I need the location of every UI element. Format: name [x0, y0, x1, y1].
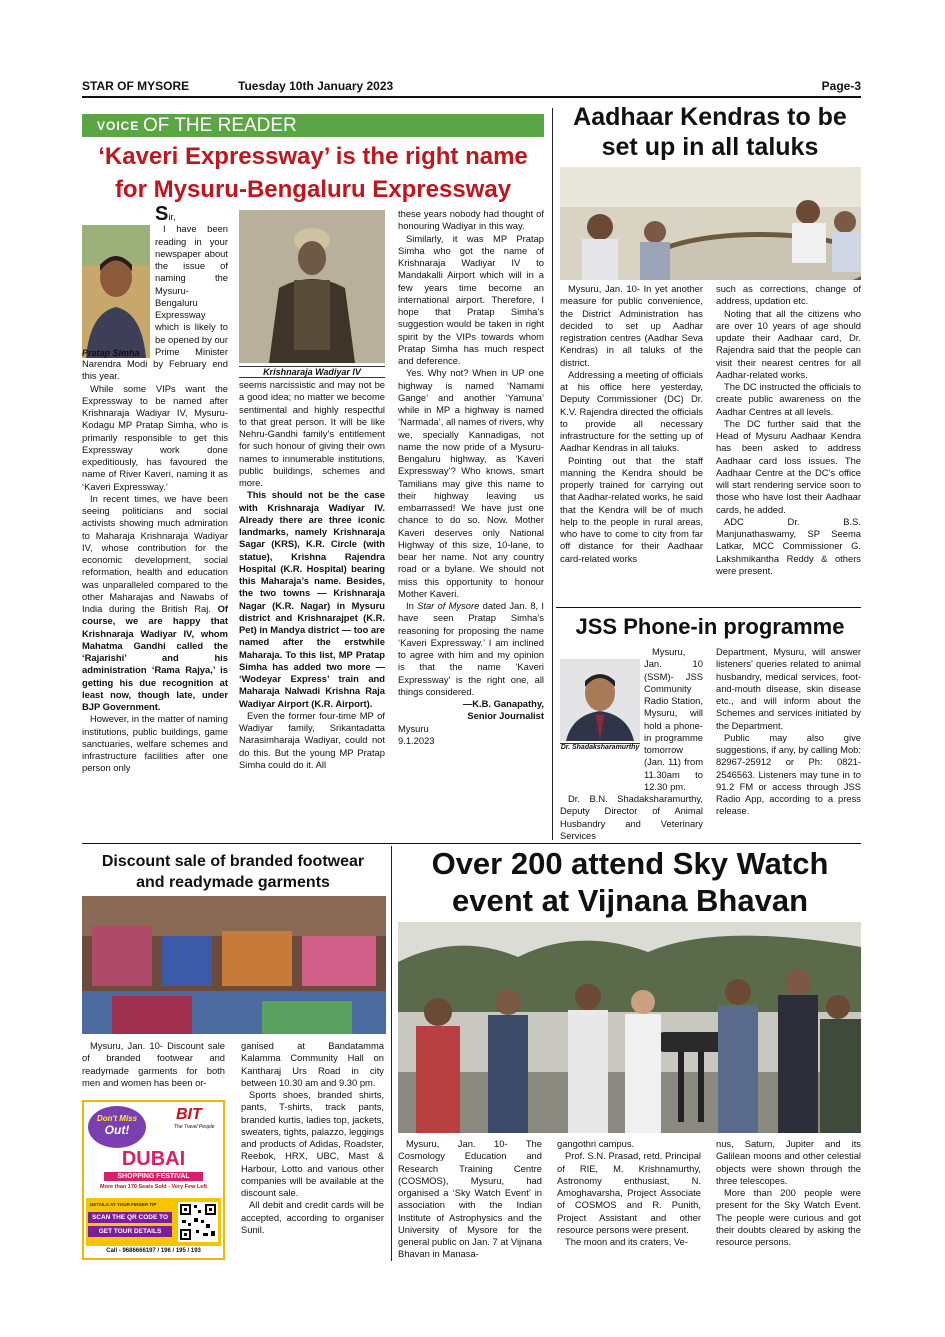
- voice-salutation: ir,: [168, 211, 176, 222]
- skywatch-col2-para-2: Prof. S.N. Prasad, retd. Principal of RIE, M. Krishnamurthy, Astronomy enthusiast, N. Amoghavarsha, Project Associate of COSMOS and R. Punith, Project Assistant and other resource persons were present.: [557, 1150, 701, 1235]
- wadiyar-photo-block: [239, 210, 385, 378]
- aadhaar-col2-para-2: Noting that all the citizens who are over 10 years of age should update their Aadhaar card, Dr. Rajendra said that the people can visit their nearest centres for all Aadhar-related works.: [716, 307, 861, 380]
- voice-headline-line-1: ‘Kaveri Expressway’ is the right name: [98, 143, 528, 170]
- jss-col2-para-1: Department, Mysuru, will answer listeners’ queries related to animal husbandry, medical services, foot-and-mouth disease, skin disease etc., and will inform about the Schemes and services initiated by the Department.: [716, 646, 861, 731]
- ad-festival: SHOPPING FESTIVAL: [104, 1172, 203, 1181]
- voice-col3-para-2: Similarly, it was MP Pratap Simha who got the name of Krishnaraja Wadiyar IV to Mandakalli Airport which will in a few years time become an international airport. Therefore, I hope that Pratap Simha’s suggestion would be taken in right spirit by the VIPs towards whom Pratap Simha has much respect and deference.: [398, 232, 544, 366]
- aadhaar-col1-para-2: Addressing a meeting of officials at his office here yesterday, Deputy Commissioner (DC) Dr. K.V. Rajendra directed the officials to provide all necessary infrastructure for the setting up of Aadhar Kendras in all taluks.: [560, 368, 703, 454]
- discount-sale-photo: [82, 896, 386, 1034]
- aadhaar-headline-line-2: set up in all taluks: [601, 133, 819, 161]
- lower-column-divider: [391, 846, 392, 1261]
- aadhaar-column-1: [560, 283, 703, 565]
- pratap-simha-photo: [82, 225, 150, 358]
- wadiyar-caption: Krishnaraja Wadiyar IV: [239, 366, 385, 378]
- voice-dropcap: S: [155, 203, 169, 225]
- simha-caption: Pratap Simha: [82, 346, 150, 359]
- discount-col1-para-1: Mysuru, Jan. 10- Discount sale of branded footwear and readymade garments for both men and women has been or-: [82, 1040, 225, 1088]
- aadhaar-col1-para-1: Mysuru, Jan. 10- In yet another measure for public convenience, the District Administration has decided to set up Aadhar registration centres (Aadhar Seva Kendras) in all taluks of the district.: [560, 283, 703, 368]
- skywatch-col3-para-1: nus, Saturn, Jupiter and its Galilean moons and other celestial objects were shown through the three telescopes.: [716, 1138, 861, 1186]
- ad-seats: More than 170 Seats Sold - Very Few Left: [100, 1184, 207, 1190]
- discount-column-1: [82, 1040, 225, 1089]
- skywatch-event-photo: [398, 922, 861, 1133]
- voice-col2-para-2: This should not be the case with Krishnaraja Wadiyar IV. Already there are three iconic landmarks, namely Krishnaraja Sagar (KRS), K.R. Circle (with statue), Krishna Rajendra Hospital (K.R. Hospital) bearing this Maharaja’s name. Besides, the two towns — Krishnaraja Nagar (K.R. Nagar) in Mysuru district and Krishnarajpet (K.R. Pet) in Mandya district — too are named after the erstwhile Maharaja. To this list, MP Pratap Simha has added two more — ‘Wodeyar Express’ train and Maharaja Nalwadi Krishna Raja Wadiyar Airport (K.R. Airport).: [239, 489, 385, 709]
- voice-signature-name: —K.B. Ganapathy,: [462, 698, 544, 709]
- aadhaar-col1-para-3: Pointing out that the staff manning the Kendra should be properly trained for carrying out that Aadhar-related works, he said that the Kendra will be of much help to the people in rural areas, who have to come to city from far off distance for their Aadhaar card-related works: [560, 454, 703, 564]
- skywatch-column-1: [398, 1138, 542, 1261]
- skywatch-column-2: [557, 1138, 701, 1248]
- aadhaar-headline-line-1: Aadhaar Kendras to be: [573, 103, 847, 131]
- ad-details: DETAILS AT YOUR FINGER TIP: [90, 1202, 157, 1207]
- ad-qr-code[interactable]: [178, 1202, 218, 1242]
- masthead-date: Tuesday 10th January 2023: [238, 79, 394, 93]
- ad-call: Call - 9686666197 / 196 / 195 / 193: [106, 1248, 201, 1254]
- voice-col2-para-3: Even the former four-time MP of Wadiyar family, Srikantadatta Narasimharaja Wadiyar, could not do this. But the young MP Pratap Simha could do it. All: [239, 709, 385, 770]
- masthead-page-number: Page-3: [821, 79, 861, 93]
- ad-dubai: DUBAI: [121, 1148, 186, 1170]
- voice-col1-para-3a: In recent times, we have been seeing politicians and social activists showing much admiration to Maharaja Krishnaraja Wadiyar IV, whose contribution for the economic development, social reformation, health and education was unparalleled compared to the other Maharajas and Nawabs of India during the British Raj.: [82, 492, 228, 614]
- skywatch-headline-line-2: event at Vijnana Bhavan: [451, 883, 809, 918]
- aadhaar-col2-para-4: The DC further said that the Head of Mysuru Aadhaar Kendra has been asked to address Aadhaar card loss issues. The Aadhaar Centre at the DC’s office will start rendering service soon to those who have lost their Aadhaar cards, he added.: [716, 417, 861, 515]
- jss-headline: JSS Phone-in programme: [575, 614, 845, 639]
- voice-col1-para-3b: Of course, we are happy that Krishnaraja Wadiyar IV, whom Mahatma Gandhi called the ‘Rajarishi’ and his administration ‘Rama Rajya,’ is getting his due recognition at least now, though late, under BJP Government.: [82, 603, 228, 712]
- discount-col2-para-3: All debit and credit cards will be accepted, according to organiser Sunil.: [241, 1199, 384, 1235]
- ad-scan-line-1: SCAN THE QR CODE TO: [88, 1212, 172, 1223]
- voice-col3-para-4b: dated Jan. 8, I have seen Pratap Simha’s reasoning for proposing the name ‘Kaveri Expressway.’ I am inclined to agree with him and my opinion is that the name ‘Kaveri Expressway’ is the right one, all things considered.: [398, 600, 544, 697]
- jss-photo-float-spacer: [560, 646, 644, 788]
- voice-col1-para-4: However, in the matter of naming institutions, public buildings, game sanctuaries, welfare schemes and infrastructure facilities after one person only: [82, 713, 228, 774]
- discount-headline-line-1: Discount sale of branded footwear: [101, 853, 365, 870]
- voice-banner: [82, 114, 544, 137]
- aadhaar-col2-para-5: ADC Dr. B.S. Manjunathaswamy, SP Seema Latkar, MCC Commissioner G. Lakshmikantha Reddy & others were present.: [716, 515, 861, 576]
- voice-label-small: VOICE: [97, 119, 140, 133]
- skywatch-column-3: [716, 1138, 861, 1248]
- dubai-ad[interactable]: [82, 1100, 225, 1260]
- skywatch-col1-para-1: Mysuru, Jan. 10- The Cosmology Education and Research Training Centre (COSMOS), Mysuru, had organised a ‘Sky Watch Event’ in association with the Indian Institute of Astrophysics and the University of Mysore for the general public on Jan. 7 at Vijnana Bhavan in Manasa-: [398, 1138, 542, 1260]
- voice-col3-para-4a: In: [406, 600, 414, 611]
- ad-brand: BIT: [176, 1106, 202, 1123]
- masthead-paper-name: STAR OF MYSORE: [82, 79, 190, 93]
- skywatch-headline-line-1: Over 200 attend Sky Watch: [431, 846, 829, 881]
- voice-col1-para-2: While some VIPs want the Expressway to be named after Krishnaraja Wadiyar IV, Mysuru-Kodagu MP Pratap Simha, who is primarily responsible to get this Expressway work done expeditiously, has favoured the name of River Kaveri, naming it as ‘Kaveri Expressway.’: [82, 382, 228, 492]
- aadhaar-col2-para-3: The DC instructed the officials to create public awareness on the Aadhar Centres at all levels.: [716, 381, 861, 417]
- jss-column-2: [716, 646, 861, 818]
- voice-label-big: OF THE READER: [143, 115, 297, 136]
- ad-out: Out!: [104, 1123, 130, 1137]
- jss-column-1: [560, 646, 703, 842]
- aadhaar-column-2: [716, 283, 861, 577]
- aadhaar-meeting-photo: [560, 167, 861, 280]
- masthead-rule: [82, 96, 861, 98]
- discount-headline-line-2: and readymade garments: [136, 874, 330, 891]
- voice-col1-para-1: I have been reading in your newspaper about the issue of naming the Mysuru-Bengaluru Expressway which is likely to be opened by our Prime Minister Narendra Modi by February end this year.: [82, 223, 228, 382]
- voice-column-3: [398, 208, 544, 747]
- discount-col2-para-1: ganised at Bandatamma Kalamma Community Hall on Kantharaj Urs Road in city between 10.30 am and 9.30 pm.: [241, 1040, 384, 1088]
- voice-column-1: [82, 203, 228, 775]
- simha-photo-block: [82, 207, 150, 358]
- ad-dont-miss: Don't Miss: [96, 1114, 138, 1123]
- skywatch-col2-para-1: gangothri campus.: [557, 1138, 635, 1149]
- krishnaraja-wadiyar-portrait: [239, 210, 385, 363]
- voice-col3-para-3: Yes. Why not? When in UP one highway is named ‘Namami Gange’ and another ‘Yamuna’ while in MP a highway is named ‘Narmada’, all names of rivers, why we, specially Kannadigas, not name the now pride of a Mysuru-Bengaluru highway, as ‘Kaveri Expressway’? Who knows, smart Tamilians may give this name to their highway leaving us embarrassed! We have just one chance to do so. Now. Mother Kaveri deserves only National Highway of this size, 10-lane, to bear her name. Not any country road or a bylane. We should not miss this opportunity to honour Mother Kaveri.: [398, 367, 544, 599]
- voice-headline-line-2: for Mysuru-Bengaluru Expressway: [114, 176, 512, 203]
- aadhaar-col2-para-1: such as corrections, change of address, updation etc.: [716, 283, 861, 307]
- voice-signature-date: 9.1.2023: [398, 734, 435, 746]
- jss-top-rule: [556, 607, 861, 608]
- voice-col3-para-1: these years nobody had thought of honouring Wadiyar in this way.: [398, 208, 544, 232]
- jss-col2-para-2: Public may also give suggestions, if any, by calling Mob: 82967-25912 or Ph: 0821-2546563. Listeners may tune in to 91.2 FM or access through JSS Radio App, according to a press release.: [716, 731, 861, 817]
- jss-col1-para-1: Mysuru, Jan. 10 (SSM)- JSS Community Radio Station, Mysuru, will hold a phone-in programme tomorrow (Jan. 11) from 11.30am to 12.30 pm.: [644, 646, 703, 792]
- ad-tagline: The Travel People: [174, 1124, 215, 1130]
- voice-col3-para-4-italic: Star of Mysore: [417, 600, 480, 611]
- voice-column-2: [239, 379, 385, 771]
- column-divider: [552, 108, 553, 840]
- discount-col2-para-2: Sports shoes, branded shirts, pants, T-shirts, track pants, branded kurtis, ladies top, jackets, sweaters, tights, palazzo, leggings and products of Adidas, Roadster, Reebok, HRX, UBC, Mast & Harbour, Lotto and various other companies will be available at the discount sale.: [241, 1089, 384, 1198]
- dont-miss-badge: [88, 1106, 146, 1148]
- discount-column-2: [241, 1040, 384, 1236]
- skywatch-col3-para-2: More than 200 people were present for the Sky Watch Event. The people were curious and got their doubts cleared by asking the resource persons.: [716, 1187, 861, 1247]
- voice-col2-para-1: seems narcissistic and may not be a good idea; no matter we become sentimental and highly respectful to that great person. It will be like Nehru-Gandhi family’s entitlement for such honour of giving their own names to innumerable institutions, public buildings, schemes and more.: [239, 379, 385, 488]
- ad-scan-line-2: GET TOUR DETAILS: [88, 1226, 172, 1237]
- voice-signature-place: Mysuru: [398, 722, 429, 734]
- jss-caption: Dr. Shadaksharamurthy: [560, 744, 640, 751]
- skywatch-col2-para-3: The moon and its craters, Ve-: [565, 1236, 688, 1247]
- voice-signature-title: Senior Journalist: [467, 710, 544, 722]
- lower-section-rule: [82, 843, 861, 844]
- jss-col1-para-2: Dr. B.N. Shadaksharamurthy, Deputy Director of Animal Husbandry and Veterinary Services: [560, 793, 703, 841]
